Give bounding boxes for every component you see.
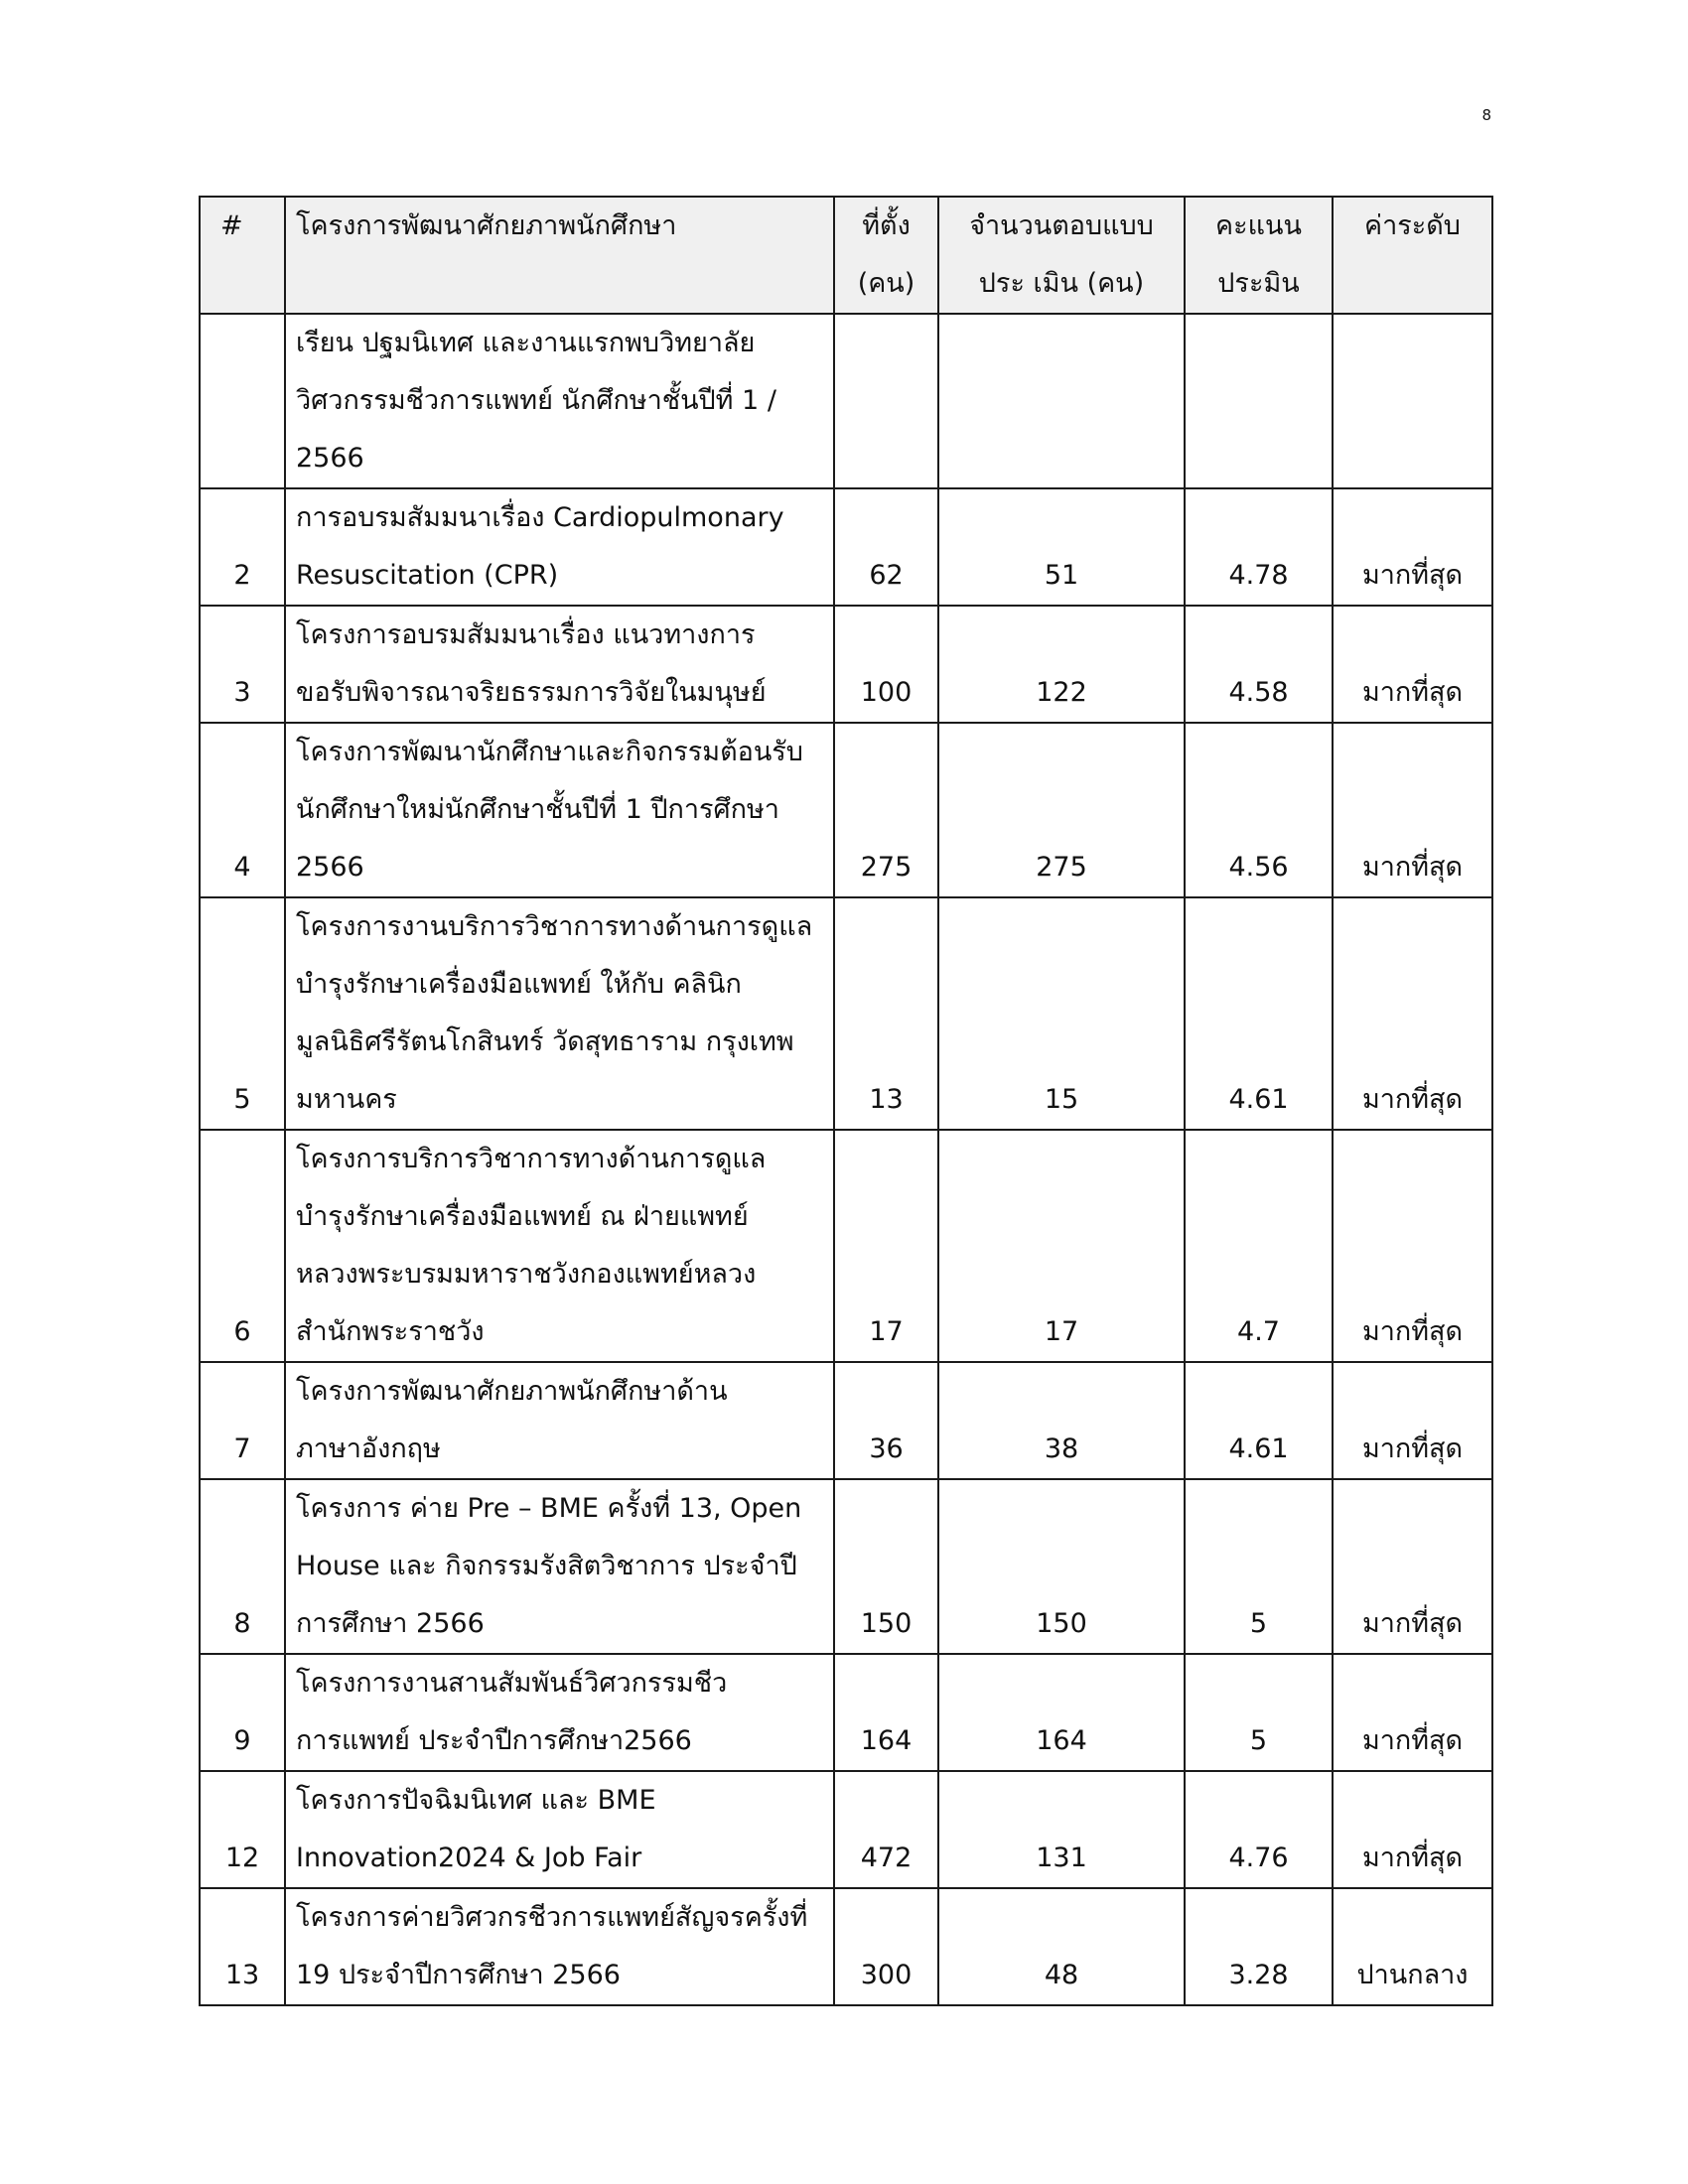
project-name: โครงการปัจฉิมนิเทศ และ BME Innovation2024 & Job Fair	[285, 1771, 834, 1888]
level-cell: มากที่สุด	[1333, 1362, 1492, 1479]
table-row	[200, 488, 1492, 606]
capacity-cell: 150	[834, 1479, 938, 1654]
score-cell: 4.61	[1185, 1362, 1333, 1479]
level-cell: ปานกลาง	[1333, 1888, 1492, 2005]
respondents-cell: 164	[938, 1654, 1185, 1771]
respondents-cell: 150	[938, 1479, 1185, 1654]
respondents-cell: 275	[938, 723, 1185, 897]
project-name: โครงการงานบริการวิชาการทางด้านการดูแล บำรุงรักษาเครื่องมือแพทย์ ให้กับ คลินิก มูลนิธิศรีรัตนโกสินทร์ วัดสุทธาราม กรุงเทพ มหานคร	[285, 897, 834, 1130]
row-number	[200, 314, 285, 488]
capacity-cell: 100	[834, 606, 938, 723]
level-cell: มากที่สุด	[1333, 488, 1492, 606]
respondents-cell: 15	[938, 897, 1185, 1130]
respondents-cell: 48	[938, 1888, 1185, 2005]
score-cell: 5	[1185, 1654, 1333, 1771]
row-number: 5	[200, 897, 285, 1130]
row-number: 8	[200, 1479, 285, 1654]
project-name: โครงการพัฒนาศักยภาพนักศึกษาด้าน ภาษาอังกฤษ	[285, 1362, 834, 1479]
capacity-cell: 472	[834, 1771, 938, 1888]
level-cell: มากที่สุด	[1333, 1130, 1492, 1362]
header-score: คะแนน ประมิน	[1185, 197, 1333, 314]
row-number: 13	[200, 1888, 285, 2005]
header-number: #	[200, 197, 285, 314]
row-number: 4	[200, 723, 285, 897]
capacity-cell: 13	[834, 897, 938, 1130]
score-cell: 4.78	[1185, 488, 1333, 606]
table-row	[200, 1362, 1492, 1479]
capacity-cell: 62	[834, 488, 938, 606]
header-project-name: โครงการพัฒนาศักยภาพนักศึกษา	[285, 197, 834, 314]
table-row	[200, 1654, 1492, 1771]
score-cell: 4.61	[1185, 897, 1333, 1130]
table-row	[200, 1479, 1492, 1654]
score-cell: 5	[1185, 1479, 1333, 1654]
header-capacity: ที่ตั้ง (คน)	[834, 197, 938, 314]
table-row	[200, 314, 1492, 488]
respondents-cell: 131	[938, 1771, 1185, 1888]
score-cell	[1185, 314, 1333, 488]
row-number: 12	[200, 1771, 285, 1888]
row-number: 2	[200, 488, 285, 606]
page-number: 8	[1481, 106, 1491, 124]
score-cell: 3.28	[1185, 1888, 1333, 2005]
table-header	[200, 197, 1492, 314]
table-row	[200, 1888, 1492, 2005]
respondents-cell	[938, 314, 1185, 488]
project-name: การอบรมสัมมนาเรื่อง Cardiopulmonary Resuscitation (CPR)	[285, 488, 834, 606]
level-cell: มากที่สุด	[1333, 1654, 1492, 1771]
project-name: โครงการพัฒนานักศึกษาและกิจกรรมต้อนรับ นักศึกษาใหม่นักศึกษาชั้นปีที่ 1 ปีการศึกษา 2566	[285, 723, 834, 897]
level-cell: มากที่สุด	[1333, 1479, 1492, 1654]
project-name: โครงการ ค่าย Pre – BME ครั้งที่ 13, Open House และ กิจกรรมรังสิตวิชาการ ประจำปี การศึกษา 2566	[285, 1479, 834, 1654]
score-cell: 4.58	[1185, 606, 1333, 723]
table-row	[200, 897, 1492, 1130]
capacity-cell: 300	[834, 1888, 938, 2005]
row-number: 3	[200, 606, 285, 723]
respondents-cell: 51	[938, 488, 1185, 606]
row-number: 9	[200, 1654, 285, 1771]
capacity-cell: 36	[834, 1362, 938, 1479]
capacity-cell: 275	[834, 723, 938, 897]
project-evaluation-table	[199, 196, 1493, 2006]
table-row	[200, 723, 1492, 897]
respondents-cell: 122	[938, 606, 1185, 723]
project-name: โครงการบริการวิชาการทางด้านการดูแล บำรุงรักษาเครื่องมือแพทย์ ณ ฝ่ายแพทย์ หลวงพระบรมมหาราชวังกองแพทย์หลวง สำนักพระราชวัง	[285, 1130, 834, 1362]
respondents-cell: 38	[938, 1362, 1185, 1479]
score-cell: 4.7	[1185, 1130, 1333, 1362]
project-name: โครงการอบรมสัมมนาเรื่อง แนวทางการ ขอรับพิจารณาจริยธรรมการวิจัยในมนุษย์	[285, 606, 834, 723]
project-name: เรียน ปฐมนิเทศ และงานแรกพบวิทยาลัย วิศวกรรมชีวการแพทย์ นักศึกษาชั้นปีที่ 1 / 2566	[285, 314, 834, 488]
level-cell: มากที่สุด	[1333, 897, 1492, 1130]
table-body	[200, 314, 1492, 2005]
level-cell	[1333, 314, 1492, 488]
level-cell: มากที่สุด	[1333, 723, 1492, 897]
project-name: โครงการค่ายวิศวกรชีวการแพทย์สัญจรครั้งที่ 19 ประจำปีการศึกษา 2566	[285, 1888, 834, 2005]
score-cell: 4.56	[1185, 723, 1333, 897]
capacity-cell	[834, 314, 938, 488]
level-cell: มากที่สุด	[1333, 606, 1492, 723]
level-cell: มากที่สุด	[1333, 1771, 1492, 1888]
capacity-cell: 164	[834, 1654, 938, 1771]
respondents-cell: 17	[938, 1130, 1185, 1362]
header-respondents: จำนวนตอบแบบ ประ เมิน (คน)	[938, 197, 1185, 314]
capacity-cell: 17	[834, 1130, 938, 1362]
header-level: ค่าระดับ	[1333, 197, 1492, 314]
table-row	[200, 1771, 1492, 1888]
score-cell: 4.76	[1185, 1771, 1333, 1888]
project-name: โครงการงานสานสัมพันธ์วิศวกรรมชีว การแพทย์ ประจำปีการศึกษา2566	[285, 1654, 834, 1771]
row-number: 7	[200, 1362, 285, 1479]
table-row	[200, 606, 1492, 723]
row-number: 6	[200, 1130, 285, 1362]
table-row	[200, 1130, 1492, 1362]
